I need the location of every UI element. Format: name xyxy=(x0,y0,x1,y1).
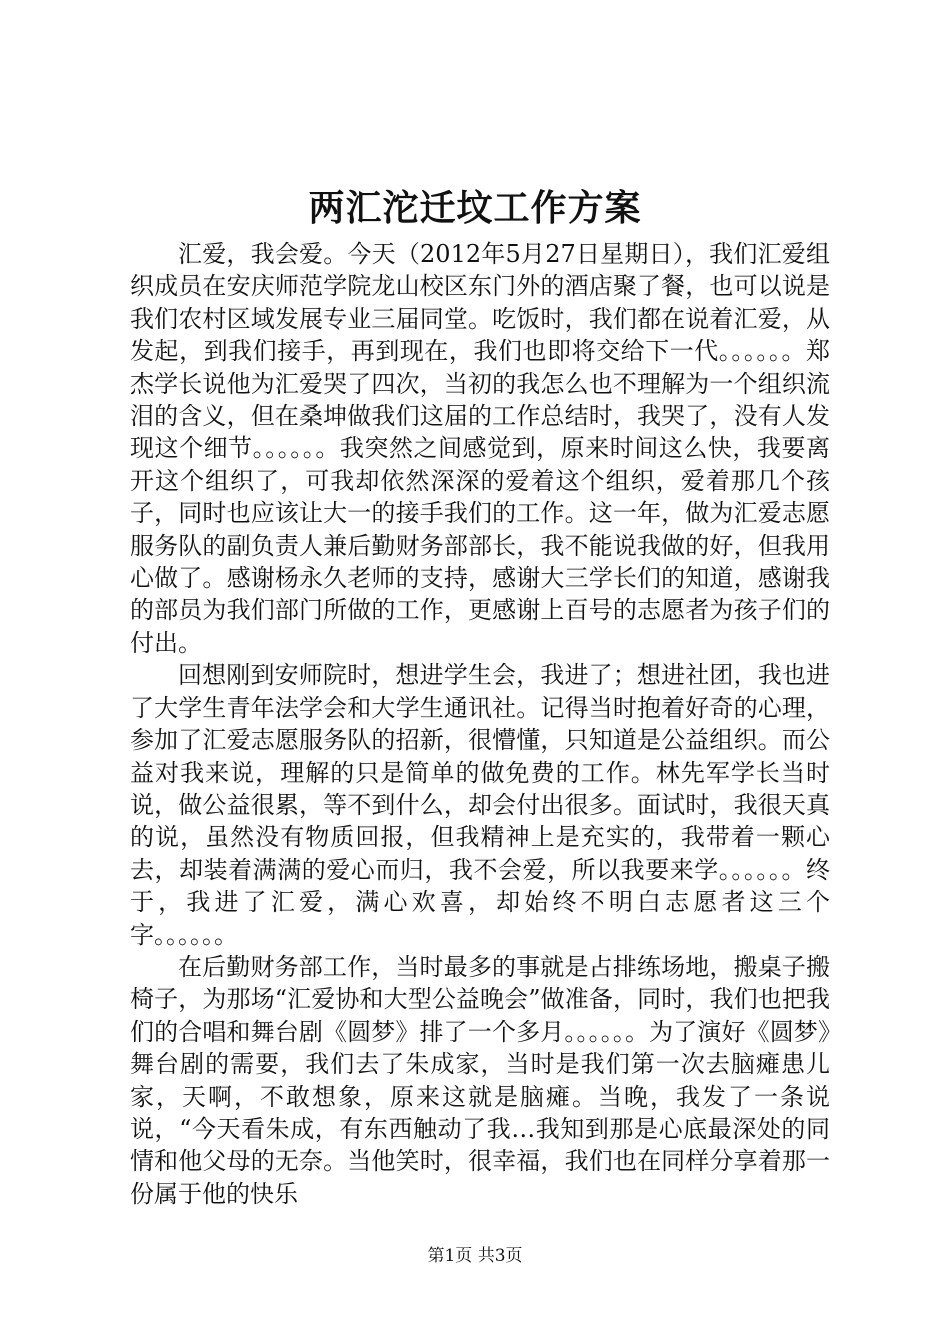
paragraph-3: 在后勤财务部工作，当时最多的事就是占排练场地，搬桌子搬椅子，为那场“汇爱协和大型公益晚会”做准备，同时，我们也把我们的合唱和舞台剧《圆梦》排了一个多月。。。。。。为了演好《圆梦》舞台剧的需要，我们去了朱成家，当时是我们第一次去脑瘫患儿家，天啊，不敢想象，原来这就是脑瘫。当晚，我发了一条说说，“今天看朱成，有东西触动了我…我知到那是心底最深处的同情和他父母的无奈。当他笑时，很幸福，我们也在同样分享着那一份属于他的快乐 xyxy=(130,952,830,1208)
paragraph-1: 汇爱，我会爱。今天（2012年5月27日星期日），我们汇爱组织成员在安庆师范学院龙山校区东门外的酒店聚了餐，也可以说是我们农村区域发展专业三届同堂。吃饭时，我们都在说着汇爱，从发起，到我们接手，再到现在，我们也即将交给下一代。。。。。。郑杰学长说他为汇爱哭了四次，当初的我怎么也不理解为一个组织流泪的含义，但在桑坤做我们这届的工作总结时，我哭了，没有人发现这个细节。。。。。。我突然之间感觉到，原来时间这么快，我要离开这个组织了，可我却依然深深的爱着这个组织，爱着那几个孩子，同时也应该让大一的接手我们的工作。这一年，做为汇爱志愿服务队的副负责人兼后勤财务部部长，我不能说我做的好，但我用心做了。感谢杨永久老师的支持，感谢大三学长们的知道，感谢我的部员为我们部门所做的工作，更感谢上百号的志愿者为孩子们的付出。 xyxy=(130,240,830,657)
page-footer: 第1页 共3页 xyxy=(427,1246,523,1266)
document-title: 两汇沱迁坟工作方案 xyxy=(308,187,642,229)
document-body xyxy=(130,238,830,1210)
paragraph-2: 回想刚到安师院时，想进学生会，我进了；想进社团，我也进了大学生青年法学会和大学生通讯社。记得当时抱着好奇的心理，参加了汇爱志愿服务队的招新，很懵懂，只知道是公益组织。而公益对我来说，理解的只是简单的做免费的工作。林先军学长当时说，做公益很累，等不到什么，却会付出很多。面试时，我很天真的说，虽然没有物质回报，但我精神上是充实的，我带着一颗心去，却装着满满的爱心而归，我不会爱，所以我要来学。。。。。。终于，我进了汇爱，满心欢喜，却始终不明白志愿者这三个字。。。。。。 xyxy=(130,661,830,949)
